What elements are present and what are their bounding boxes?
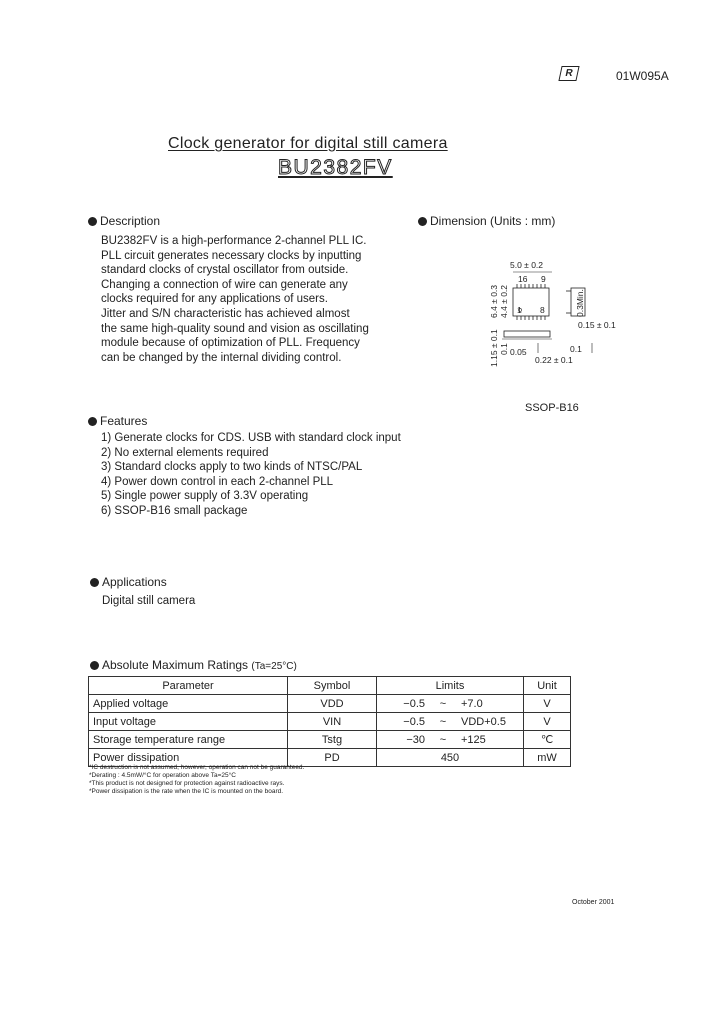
package-dimension-drawing <box>480 255 630 370</box>
cell-min: −30 <box>377 731 430 749</box>
bullet-icon <box>90 661 99 670</box>
cell-symbol: VDD <box>288 695 377 713</box>
applications-heading: Applications <box>90 575 167 589</box>
cell-unit: V <box>524 695 571 713</box>
dim-min-length: 0.3Min. <box>575 289 585 317</box>
description-text <box>101 234 401 365</box>
cell-symbol: Tstg <box>288 731 377 749</box>
cell-sep: ~ <box>429 731 457 749</box>
cell-min: −0.5 <box>377 713 430 731</box>
dim-lead-thickness: 0.15 ± 0.1 <box>578 320 616 330</box>
feature-item: 1) Generate clocks for CDS. USB with standard clock input <box>101 432 401 444</box>
feature-item: 4) Power down control in each 2-channel PLL <box>101 475 334 488</box>
cell-unit: ℃ <box>524 731 571 749</box>
note-line: *Derating : 4.5mW/°C for operation above Ta=25°C <box>89 772 236 779</box>
side-view-body <box>504 331 550 337</box>
dim-coplanarity: 0.1 <box>570 344 582 354</box>
note-line: *IC destruction is not assumed, however, operation can not be guaranteed. <box>89 764 305 771</box>
pin-label-8: 8 <box>540 305 545 315</box>
bullet-icon <box>88 217 97 226</box>
features-list <box>101 431 401 519</box>
dim-height: 1.15 ± 0.1 <box>489 329 499 367</box>
application-item: Digital still camera <box>102 595 196 607</box>
pin-label-1: 1 <box>517 305 522 315</box>
cell-value: 450 <box>377 749 524 767</box>
cell-symbol: VIN <box>288 713 377 731</box>
description-line: BU2382FV is a high-performance 2-channel PLL IC. <box>101 235 367 247</box>
ratings-condition: (Ta=25°C) <box>251 661 297 672</box>
description-line: the same high-quality sound and vision as oscillating <box>101 322 369 335</box>
col-unit: Unit <box>524 677 571 695</box>
table-row <box>89 731 571 749</box>
description-heading: Description <box>88 214 160 228</box>
cell-sep: ~ <box>429 713 457 731</box>
cell-max: +7.0 <box>457 695 524 713</box>
dim-lead-clearance: 0.05 <box>510 347 527 357</box>
bullet-icon <box>90 578 99 587</box>
company-logo: R <box>558 66 579 81</box>
package-name: SSOP-B16 <box>525 402 579 414</box>
feature-item: 6) SSOP-B16 small package <box>101 504 248 517</box>
description-line: standard clocks of crystal oscillator from outside. <box>101 264 349 277</box>
cell-sep: ~ <box>429 695 457 713</box>
feature-item: 3) Standard clocks apply to two kinds of NTSC/PAL <box>101 461 363 474</box>
part-number: BU2382FV <box>278 156 393 179</box>
cell-min: −0.5 <box>377 695 430 713</box>
document-number: 01W095A <box>616 69 669 83</box>
ratings-table <box>88 676 571 767</box>
dim-lead-width: 0.22 ± 0.1 <box>535 355 573 365</box>
cell-symbol: PD <box>288 749 377 767</box>
feature-item: 5) Single power supply of 3.3V operating <box>101 490 309 503</box>
dim-total-width: 6.4 ± 0.3 <box>489 284 499 318</box>
description-line: PLL circuit generates necessary clocks by inputting <box>101 249 362 262</box>
description-line: can be changed by the internal dividing control. <box>101 351 342 364</box>
pin-label-16: 16 <box>518 274 528 284</box>
note-line: *Power dissipation is the rate when the IC is mounted on the board. <box>89 788 284 795</box>
bottom-leads <box>517 316 545 320</box>
description-line: clocks required for any applications of users. <box>101 293 328 306</box>
table-row <box>89 713 571 731</box>
feature-item: 2) No external elements required <box>101 446 269 459</box>
description-line: Changing a connection of wire can generate any <box>101 278 348 291</box>
ratings-notes <box>89 764 304 796</box>
dim-body-length: 5.0 ± 0.2 <box>510 260 544 270</box>
cell-parameter: Storage temperature range <box>89 731 288 749</box>
pin-label-9: 9 <box>541 274 546 284</box>
description-line: module because of optimization of PLL. Frequency <box>101 337 360 350</box>
col-limits: Limits <box>377 677 524 695</box>
bullet-icon <box>88 417 97 426</box>
cell-max: VDD+0.5 <box>457 713 524 731</box>
features-heading: Features <box>88 414 147 428</box>
table-row <box>89 695 571 713</box>
cell-parameter: Applied voltage <box>89 695 288 713</box>
description-line: Jitter and S/N characteristic has achieved almost <box>101 307 350 320</box>
publication-date: October 2001 <box>572 899 615 906</box>
cell-unit: V <box>524 713 571 731</box>
col-parameter: Parameter <box>89 677 288 695</box>
dimension-heading: Dimension (Units : mm) <box>418 214 555 228</box>
cell-parameter: Power dissipation <box>89 749 288 767</box>
dim-standoff: 0.1 <box>499 343 509 355</box>
note-line: *This product is not designed for protection against radioactive rays. <box>89 780 285 787</box>
table-header-row <box>89 677 571 695</box>
bullet-icon <box>418 217 427 226</box>
ratings-heading: Absolute Maximum Ratings (Ta=25°C) <box>90 658 297 672</box>
page-title: Clock generator for digital still camera <box>168 135 448 152</box>
cell-parameter: Input voltage <box>89 713 288 731</box>
cell-unit: mW <box>524 749 571 767</box>
col-symbol: Symbol <box>288 677 377 695</box>
dim-body-width: 4.4 ± 0.2 <box>499 284 509 318</box>
top-leads <box>517 284 545 288</box>
cell-max: +125 <box>457 731 524 749</box>
